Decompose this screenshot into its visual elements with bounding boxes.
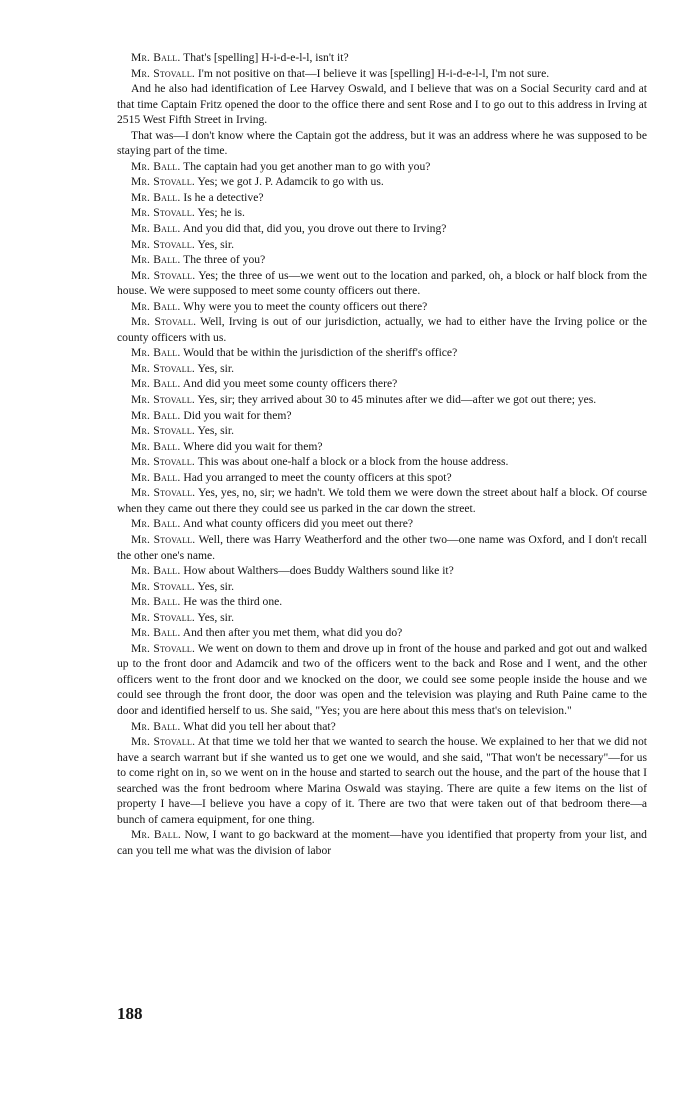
statement-text: Well, there was Harry Weatherford and the other two—one name was Oxford, and I don't recall the other one's name. [117,532,647,562]
speaker-label: Mr. Stovall. [131,315,197,329]
statement-text: And then after you met them, what did you do? [182,626,403,640]
speaker-label: Mr. Ball. [131,439,181,453]
speaker-label: Mr. Ball. [131,626,181,640]
speaker-label: Mr. Stovall. [131,175,196,189]
paragraph [117,439,647,455]
speaker-label: Mr. Ball. [131,253,181,267]
speaker-label: Mr. Stovall. [131,579,196,593]
statement-text: And what county officers did you meet out there? [182,517,414,531]
statement-text: Yes; the three of us—we went out to the location and parked, oh, a block or half block from the house. We were supposed to meet some county officers out there. [117,268,648,298]
statement-text: Yes, sir. [197,579,235,593]
speaker-label: Mr. Ball. [131,564,181,578]
paragraph [117,719,647,735]
speaker-label: Mr. Stovall. [131,455,196,469]
paragraph [117,827,647,858]
speaker-label: Mr. Ball. [131,408,181,422]
speaker-label: Mr. Stovall. [131,268,196,282]
speaker-label: Mr. Ball. [131,595,181,609]
paragraph [117,299,647,315]
statement-text: And he also had identification of Lee Harvey Oswald, and I believe that was on a Social Security card and at that time Captain Fritz opened the door to the office there and sent Rose and I to go out to this address in Irving at 2515 West Fifth Street in Irving. [117,82,647,127]
paragraph [117,174,647,190]
statement-text: Where did you wait for them? [183,439,323,453]
speaker-label: Mr. Ball. [131,159,181,173]
paragraph [117,361,647,377]
statement-text: And did you meet some county officers there? [182,377,398,391]
speaker-label: Mr. Ball. [131,190,181,204]
speaker-label: Mr. Stovall. [131,66,196,80]
paragraph [117,423,647,439]
paragraph [117,221,647,237]
paragraph [117,734,647,827]
paragraph [117,563,647,579]
speaker-label: Mr. Ball. [131,517,181,531]
paragraph [117,159,647,175]
statement-text: That was—I don't know where the Captain got the address, but it was an address where he was supposed to be staying part of the time. [117,128,647,158]
statement-text: Yes, sir. [197,610,235,624]
speaker-label: Mr. Stovall. [131,532,196,546]
statement-text: Yes, sir. [197,237,235,251]
speaker-label: Mr. Ball. [131,222,181,236]
statement-text: At that time we told her that we wanted to search the house. We explained to her that we did not have a search warrant but if she wanted us to get one we would, and she said, "That won't be necessary"—for us to come right on in, so we went on in the house and started to search out the house, and the part of the house that I searched was the front bedroom where Marina Oswald was staying. There are quite a few items on the list of property I have—I believe you have a copy of it. There are two that were taken out of that bedroom there—a bunch of camera equipment, for one thing. [117,735,647,826]
speaker-label: Mr. Stovall. [131,237,196,251]
paragraph [117,532,647,563]
page-number: 188 [117,1004,143,1023]
paragraph [117,625,647,641]
statement-text: The three of you? [183,253,266,267]
paragraph [117,252,647,268]
speaker-label: Mr. Ball. [131,299,181,313]
statement-text: Why were you to meet the county officers out there? [183,299,428,313]
paragraph [117,454,647,470]
paragraph [117,66,647,82]
testimony-transcript [117,50,647,858]
statement-text: How about Walthers—does Buddy Walthers sound like it? [183,564,454,578]
paragraph [117,205,647,221]
statement-text: The captain had you get another man to go with you? [183,159,431,173]
statement-text: I'm not positive on that—I believe it was [spelling] H-i-d-e-l-l, I'm not sure. [197,66,550,80]
speaker-label: Mr. Ball. [131,51,181,64]
paragraph [117,190,647,206]
paragraph [117,610,647,626]
speaker-label: Mr. Ball. [131,828,182,842]
speaker-label: Mr. Stovall. [131,735,196,749]
paragraph [117,408,647,424]
paragraph [117,314,647,345]
paragraph [117,50,647,66]
statement-text: And you did that, did you, you drove out there to Irving? [182,222,447,236]
statement-text: Yes, sir; they arrived about 30 to 45 minutes after we did—after we got out there; yes. [197,393,597,407]
statement-text: Well, Irving is out of our jurisdiction, actually, we had to either have the Irving police or the county officers with us. [117,315,647,344]
statement-text: What did you tell her about that? [183,719,336,733]
paragraph [117,392,647,408]
paragraph [117,641,647,719]
paragraph [117,81,647,128]
speaker-label: Mr. Stovall. [131,361,196,375]
statement-text: Yes; he is. [197,206,245,220]
paragraph [117,237,647,253]
speaker-label: Mr. Ball. [131,346,181,360]
statement-text: Is he a detective? [183,190,264,204]
paragraph [117,485,647,516]
paragraph [117,345,647,361]
speaker-label: Mr. Stovall. [131,641,196,655]
statement-text: We went on down to them and drove up in front of the house and parked and got out and walked up to the front door and Adamcik and two of the officers went to the back and Rose and I went, and the other officers went to the front door and we knocked on the door, we could see some people inside the house and we could see through the front door, the door was open and the television was playing and Ruth Paine came to the door and identified herself to us. She said, "Yes; you are here about this mess that's on television." [117,641,647,717]
statement-text: That's [spelling] H-i-d-e-l-l, isn't it? [183,51,349,64]
speaker-label: Mr. Stovall. [131,424,196,438]
paragraph [117,376,647,392]
speaker-label: Mr. Stovall. [131,486,196,500]
speaker-label: Mr. Stovall. [131,206,196,220]
paragraph [117,128,647,159]
statement-text: Yes; we got J. P. Adamcik to go with us. [197,175,384,189]
paragraph [117,516,647,532]
statement-text: Now, I want to go backward at the moment—have you identified that property from your list, and can you tell me what was the division of labor [117,828,647,857]
statement-text: Would that be within the jurisdiction of the sheriff's office? [183,346,458,360]
statement-text: Yes, sir. [197,424,235,438]
speaker-label: Mr. Stovall. [131,393,196,407]
paragraph [117,594,647,610]
statement-text: He was the third one. [183,595,283,609]
statement-text: Did you wait for them? [183,408,292,422]
speaker-label: Mr. Ball. [131,377,181,391]
speaker-label: Mr. Stovall. [131,610,196,624]
statement-text: Yes, sir. [197,361,235,375]
speaker-label: Mr. Ball. [131,719,181,733]
statement-text: This was about one-half a block or a block from the house address. [197,455,509,469]
statement-text: Had you arranged to meet the county officers at this spot? [183,470,452,484]
paragraph [117,579,647,595]
statement-text: Yes, yes, no, sir; we hadn't. We told them we were down the street about half a block. Of course when they came out there they could see us parked in the car down the street. [117,486,647,515]
paragraph [117,268,647,299]
paragraph [117,470,647,486]
speaker-label: Mr. Ball. [131,470,181,484]
